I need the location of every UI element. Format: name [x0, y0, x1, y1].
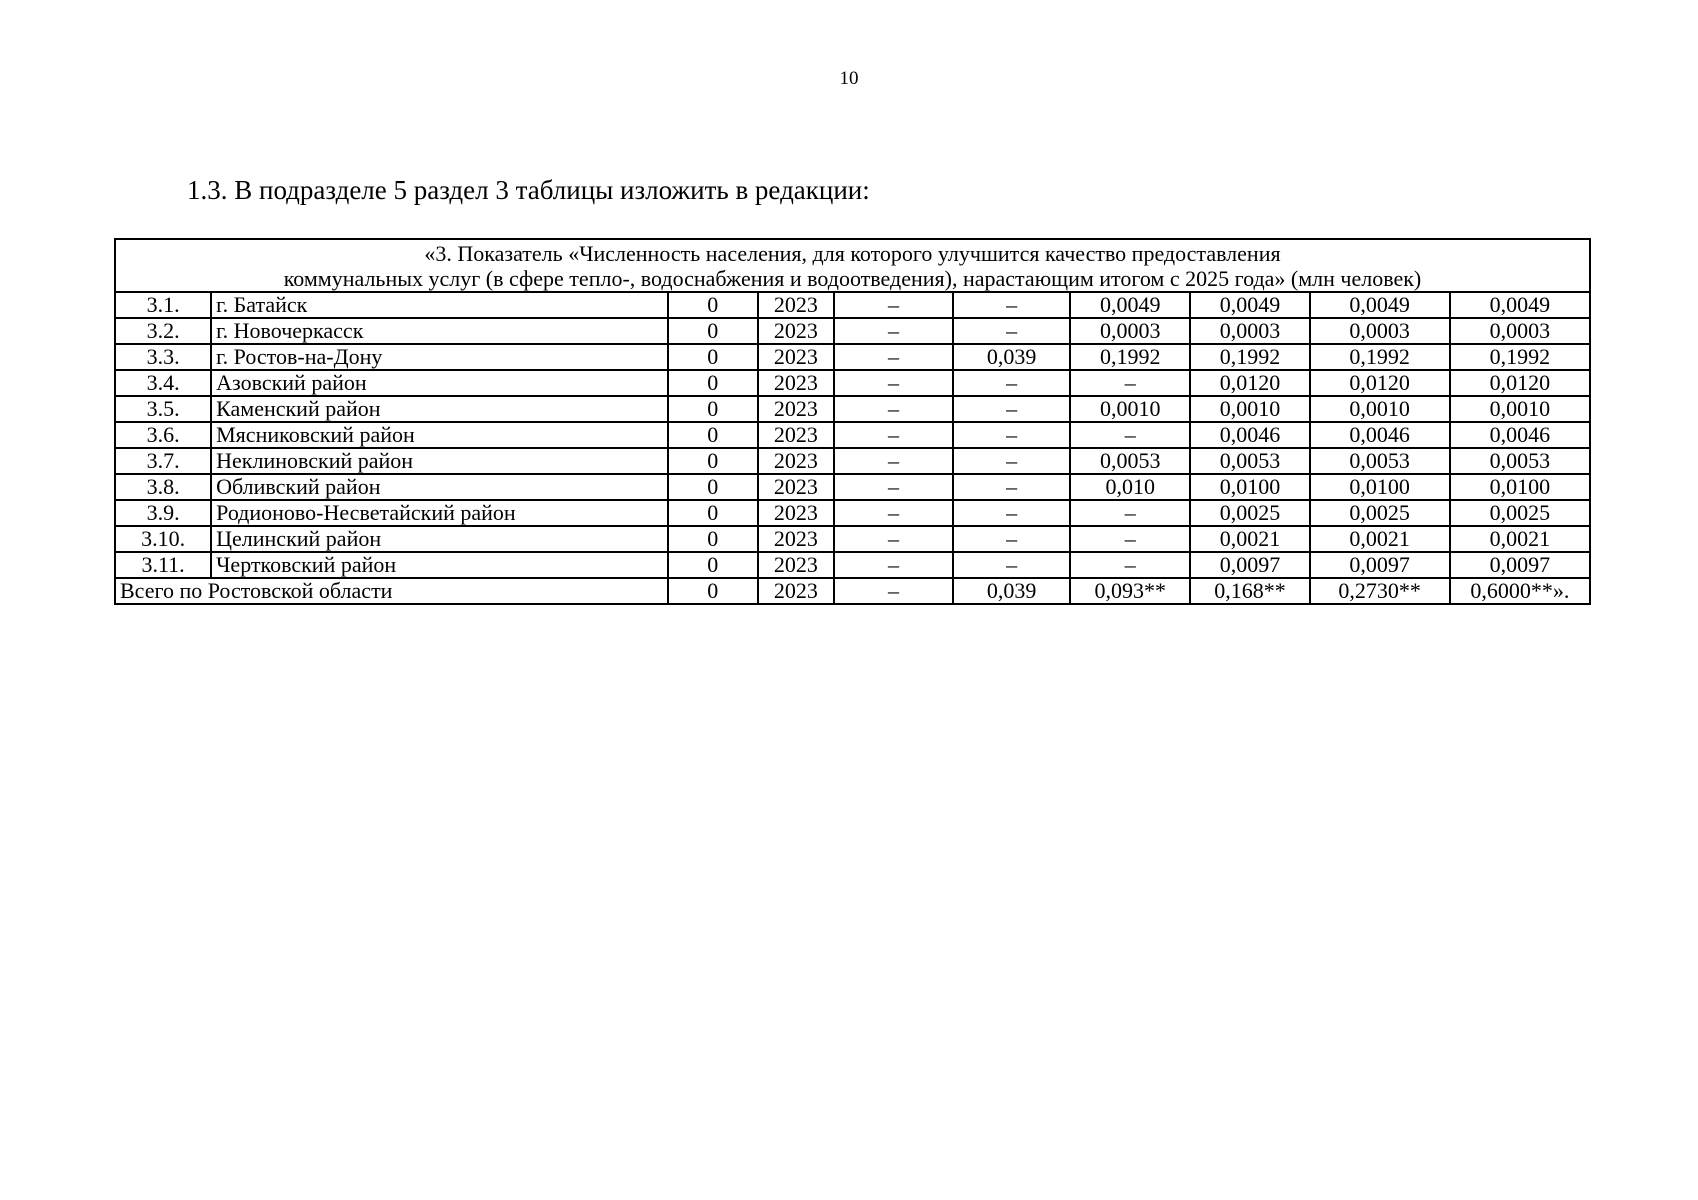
row-number: 3.2.: [115, 318, 211, 344]
value-cell: 2023: [758, 396, 834, 422]
value-cell: –: [834, 500, 953, 526]
value-cell: 2023: [758, 422, 834, 448]
value-cell: –: [1070, 422, 1190, 448]
value-cell: 0: [668, 448, 758, 474]
value-cell: –: [834, 396, 953, 422]
table-row: [115, 318, 1590, 344]
row-number: 3.5.: [115, 396, 211, 422]
indicator-table: [114, 238, 1591, 605]
row-number: 3.11.: [115, 552, 211, 578]
value-cell: 0,0003: [1310, 318, 1450, 344]
value-cell: 0,1992: [1070, 344, 1190, 370]
municipality-name: Обливский район: [211, 474, 668, 500]
value-cell: –: [834, 292, 953, 318]
value-cell: 0,0010: [1450, 396, 1590, 422]
value-cell: 0,0021: [1310, 526, 1450, 552]
value-cell: –: [834, 344, 953, 370]
value-cell: 0,0025: [1190, 500, 1309, 526]
value-cell: 2023: [758, 474, 834, 500]
value-cell: 0: [668, 396, 758, 422]
value-cell: 0,0046: [1450, 422, 1590, 448]
value-cell: –: [834, 552, 953, 578]
value-cell: 0,0003: [1190, 318, 1309, 344]
value-cell: 2023: [758, 370, 834, 396]
value-cell: 0,0049: [1310, 292, 1450, 318]
value-cell: 0,0003: [1450, 318, 1590, 344]
row-number: 3.10.: [115, 526, 211, 552]
value-cell: 0: [668, 318, 758, 344]
total-value: 0,168**: [1190, 578, 1309, 604]
value-cell: –: [953, 396, 1070, 422]
total-value: 0: [668, 578, 758, 604]
value-cell: 0,0046: [1310, 422, 1450, 448]
value-cell: 0,0053: [1070, 448, 1190, 474]
value-cell: 0,0010: [1310, 396, 1450, 422]
value-cell: 0,0010: [1070, 396, 1190, 422]
table-row: [115, 422, 1590, 448]
row-number: 3.7.: [115, 448, 211, 474]
municipality-name: Азовский район: [211, 370, 668, 396]
value-cell: –: [953, 318, 1070, 344]
value-cell: 0,039: [953, 344, 1070, 370]
value-cell: 0: [668, 370, 758, 396]
value-cell: 2023: [758, 344, 834, 370]
value-cell: 0,0049: [1190, 292, 1309, 318]
table-header-line-2: коммунальных услуг (в сфере тепло-, водоснабжения и водоотведения), нарастающим итогом с 2025 года» (млн человек): [283, 266, 1422, 291]
value-cell: 0: [668, 552, 758, 578]
value-cell: 0,0053: [1450, 448, 1590, 474]
value-cell: 2023: [758, 448, 834, 474]
table-header-line-1: «3. Показатель «Численность населения, для которого улучшится качество предоставления: [424, 241, 1281, 266]
value-cell: –: [953, 500, 1070, 526]
value-cell: 0: [668, 422, 758, 448]
value-cell: –: [834, 370, 953, 396]
value-cell: 0,0120: [1190, 370, 1309, 396]
value-cell: –: [1070, 526, 1190, 552]
value-cell: 2023: [758, 552, 834, 578]
value-cell: –: [834, 448, 953, 474]
value-cell: 0,0046: [1190, 422, 1309, 448]
table-row: [115, 448, 1590, 474]
value-cell: –: [953, 422, 1070, 448]
value-cell: 0,0097: [1450, 552, 1590, 578]
municipality-name: Целинский район: [211, 526, 668, 552]
value-cell: 0,0120: [1450, 370, 1590, 396]
value-cell: 0: [668, 344, 758, 370]
page-number: 10: [839, 68, 859, 89]
value-cell: 0,0100: [1310, 474, 1450, 500]
value-cell: 0,1992: [1450, 344, 1590, 370]
row-number: 3.6.: [115, 422, 211, 448]
municipality-name: г. Батайск: [211, 292, 668, 318]
value-cell: 0,0003: [1070, 318, 1190, 344]
table-row: [115, 500, 1590, 526]
value-cell: 0,0025: [1310, 500, 1450, 526]
value-cell: 0,1992: [1190, 344, 1309, 370]
municipality-name: Мясниковский район: [211, 422, 668, 448]
value-cell: 0,0049: [1070, 292, 1190, 318]
value-cell: –: [1070, 370, 1190, 396]
value-cell: –: [834, 422, 953, 448]
value-cell: 2023: [758, 500, 834, 526]
municipality-name: Каменский район: [211, 396, 668, 422]
total-value: 0,6000**».: [1450, 578, 1590, 604]
row-number: 3.8.: [115, 474, 211, 500]
row-number: 3.3.: [115, 344, 211, 370]
row-number: 3.4.: [115, 370, 211, 396]
value-cell: 0,0053: [1310, 448, 1450, 474]
value-cell: –: [953, 526, 1070, 552]
row-number: 3.9.: [115, 500, 211, 526]
value-cell: 0: [668, 526, 758, 552]
value-cell: –: [1070, 552, 1190, 578]
value-cell: –: [834, 474, 953, 500]
value-cell: 0,010: [1070, 474, 1190, 500]
total-value: 0,093**: [1070, 578, 1190, 604]
value-cell: –: [953, 474, 1070, 500]
instruction-text: 1.3. В подразделе 5 раздел 3 таблицы изложить в редакции:: [187, 175, 870, 205]
value-cell: 0,0053: [1190, 448, 1309, 474]
table-row: [115, 370, 1590, 396]
total-value: 2023: [758, 578, 834, 604]
value-cell: 0,0049: [1450, 292, 1590, 318]
total-label: Всего по Ростовской области: [115, 578, 668, 604]
value-cell: 0,0100: [1190, 474, 1309, 500]
value-cell: 0,0021: [1450, 526, 1590, 552]
value-cell: –: [834, 318, 953, 344]
municipality-name: г. Ростов-на-Дону: [211, 344, 668, 370]
table-row: [115, 292, 1590, 318]
total-value: 0,039: [953, 578, 1070, 604]
value-cell: 0,1992: [1310, 344, 1450, 370]
value-cell: 2023: [758, 292, 834, 318]
municipality-name: Неклиновский район: [211, 448, 668, 474]
value-cell: –: [953, 552, 1070, 578]
municipality-name: г. Новочеркасск: [211, 318, 668, 344]
value-cell: –: [953, 448, 1070, 474]
table-row: [115, 552, 1590, 578]
row-number: 3.1.: [115, 292, 211, 318]
municipality-name: Чертковский район: [211, 552, 668, 578]
table-row: [115, 396, 1590, 422]
value-cell: 0: [668, 474, 758, 500]
table-total-row: [115, 578, 1590, 604]
value-cell: 0,0120: [1310, 370, 1450, 396]
value-cell: –: [953, 370, 1070, 396]
total-value: –: [834, 578, 953, 604]
table-row: [115, 526, 1590, 552]
value-cell: 0,0097: [1310, 552, 1450, 578]
value-cell: 0,0021: [1190, 526, 1309, 552]
value-cell: 2023: [758, 318, 834, 344]
value-cell: 0: [668, 292, 758, 318]
value-cell: 2023: [758, 526, 834, 552]
table-row: [115, 344, 1590, 370]
table-header-row: [115, 239, 1590, 292]
table-row: [115, 474, 1590, 500]
value-cell: –: [1070, 500, 1190, 526]
value-cell: 0,0100: [1450, 474, 1590, 500]
value-cell: 0,0025: [1450, 500, 1590, 526]
value-cell: –: [953, 292, 1070, 318]
table-header: [115, 239, 1590, 292]
value-cell: –: [834, 526, 953, 552]
value-cell: 0,0097: [1190, 552, 1309, 578]
total-value: 0,2730**: [1310, 578, 1450, 604]
value-cell: 0,0010: [1190, 396, 1309, 422]
value-cell: 0: [668, 500, 758, 526]
municipality-name: Родионово-Несветайский район: [211, 500, 668, 526]
